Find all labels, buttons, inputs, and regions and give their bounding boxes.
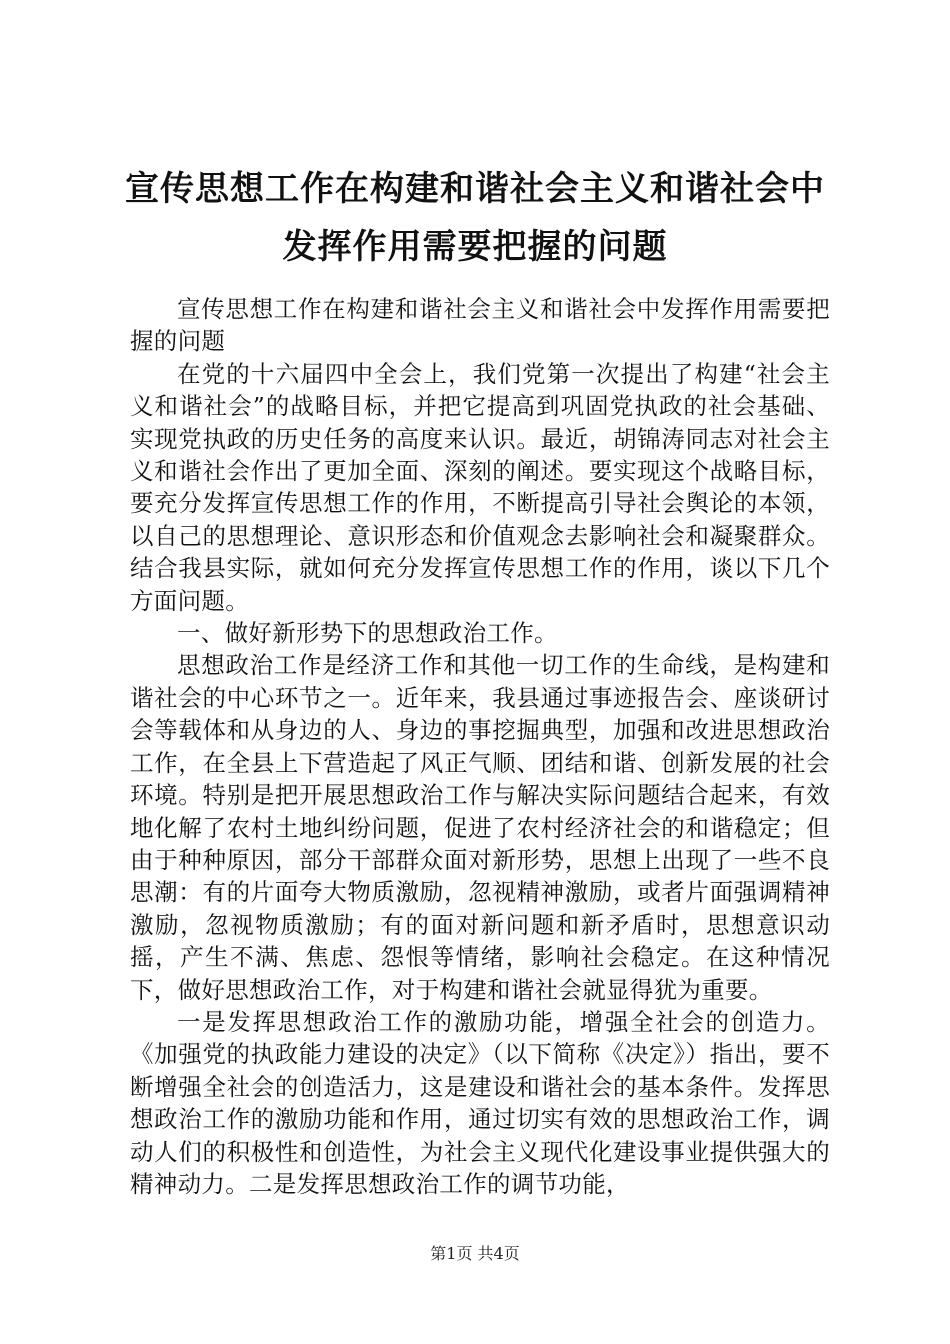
section-heading-1: 一、做好新形势下的思想政治工作。 <box>177 619 558 648</box>
page-footer: 第1页 共4页 <box>430 1244 520 1263</box>
paragraph-section-1-points: 一是发挥思想政治工作的激励功能，增强全社会的创造力。《加强党的执政能力建设的决定》（以下简称《决定》）指出，要不断增强全社会的创造活力，这是建设和谐社会的基本条件。发挥思想政治工作的激励功能和作用，通过切实有效的思想政治工作，调动人们的积极性和创造性，为社会主义现代化建设事业提供强大的精神动力。二是发挥思想政治工作的调节功能， <box>130 1007 830 1198</box>
paragraph-intro: 在党的十六届四中全会上，我们党第一次提出了构建“社会主义和谐社会”的战略目标，并把它提高到巩固党执政的社会基础、实现党执政的历史任务的高度来认识。最近，胡锦涛同志对社会主义和谐社会作出了更加全面、深刻的阐述。要实现这个战略目标，要充分发挥宣传思想工作的作用，不断提高引导社会舆论的本领，以自己的思想理论、意识形态和价值观念去影响社会和凝聚群众。结合我县实际，就如何充分发挥宣传思想工作的作用，谈以下几个方面问题。 <box>130 359 830 615</box>
title-line-2: 发挥作用需要把握的问题 <box>282 227 668 267</box>
paragraph-section-1: 思想政治工作是经济工作和其他一切工作的生命线，是构建和谐社会的中心环节之一。近年来，我县通过事迹报告会、座谈研讨会等载体和从身边的人、身边的事挖掘典型，加强和改进思想政治工作，在全县上下营造起了风正气顺、团结和谐、创新发展的社会环境。特别是把开展思想政治工作与解决实际问题结合起来，有效地化解了农村土地纠纷问题，促进了农村经济社会的和谐稳定；但由于种种原因，部分干部群众面对新形势，思想上出现了一些不良思潮：有的片面夸大物质激励，忽视精神激励，或者片面强调精神激励，忽视物质激励；有的面对新问题和新矛盾时，思想意识动摇，产生不满、焦虑、怨恨等情绪，影响社会稳定。在这种情况下，做好思想政治工作，对于构建和谐社会就显得犹为重要。 <box>130 651 830 1004</box>
paragraph-subtitle: 宣传思想工作在构建和谐社会主义和谐社会中发挥作用需要把握的问题 <box>130 295 830 356</box>
document-title <box>110 160 840 276</box>
document-body <box>130 293 830 1200</box>
title-line-1: 宣传思想工作在构建和谐社会主义和谐社会中 <box>125 169 825 209</box>
